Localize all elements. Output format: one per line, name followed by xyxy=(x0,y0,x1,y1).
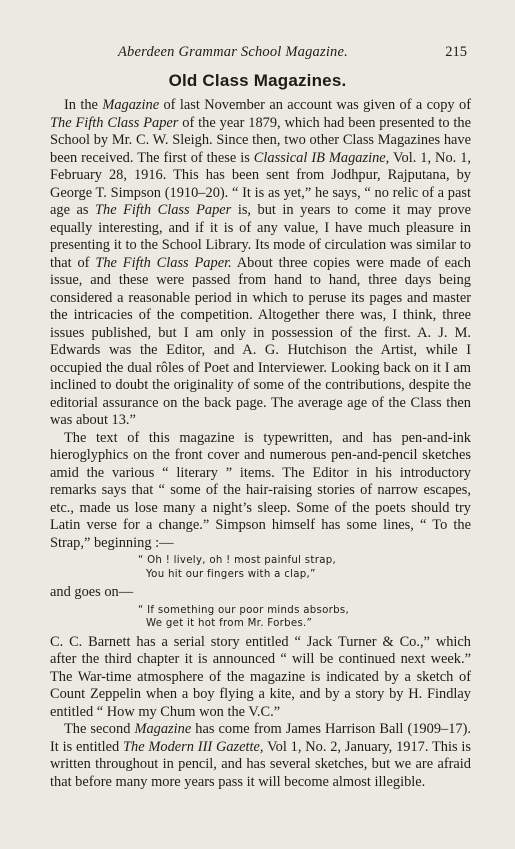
italic-title: The Fifth Class Paper xyxy=(50,114,179,131)
verse-line: We get it hot from Mr. Forbes.” xyxy=(146,618,313,629)
running-header xyxy=(50,44,471,62)
article-title: Old Class Magazines. xyxy=(168,71,347,90)
italic-title: Classical IB Magazine, xyxy=(253,149,390,166)
paragraph-2: The text of this magazine is typewritten, and has pen-and-ink hieroglyphics on the front cover and numerous pen-and-pencil sketches amid the various “ literary ” items. The Editor in his introductory remarks says that “ some of the hair-raising stories of narrow escapes, etc., made us lose many a night’s sleep. Some of the poets should try Latin verse for a change.” Simpson himself has some lines, “ To the Strap,” beginning :— xyxy=(50,429,471,551)
verse-quote-1 xyxy=(50,554,471,581)
paragraph-4: C. C. Barnett has a serial story entitled “ Jack Turner & Co.,” which after the third chapter it is announced “ will be continued next week.” The War-time atmosphere of the magazine is indicated by a sketch of Count Zeppelin when a boy flying a kite, and by a story by H. Findlay entitled “ How my Chum won the V.C.” xyxy=(50,633,471,720)
article-body xyxy=(50,97,471,791)
verse-line: “ If something our poor minds absorbs, xyxy=(138,604,350,616)
paragraph-1: In the Magazine of last November an account was given of a copy of The Fifth Class Paper of the year 1879, which had been presented to the School by Mr. C. W. Sleigh. Since then, two other Class Magazines have been received. The first of these is Classical IB Magazine, Vol. 1, No. 1, February 28, 1916. This has been sent from Jodhpur, Rajputana, by George T. Simpson (1910–20). “ It is as yet,” he says, “ no relic of a past age as The Fifth Class Paper is, but in years to come it may prove equally interesting, and if it is of any value, I have much pleasure in presenting it to the School Library. Its mode of circulation was similar to that of The Fifth Class Paper. About three copies were made of each issue, and these were passed from hand to hand, three days being considered a reasonable period in which to peruse its pages and master the intricacies of the competition. Altogether there was, I think, three issues published, but I am only in possession of the first. A. J. M. Edwards was the Editor, and A. G. Hutchison the Artist, while I occupied the dual rôles of Poet and Interviewer. Looking back on it I am inclined to doubt the originality of some of the contributions, despite the editorial assurance on the back page. The average age of the Class then was about 13.” xyxy=(50,97,472,428)
italic-title: The Fifth Class Paper. xyxy=(95,254,232,271)
verse-line: You hit our fingers with a clap,” xyxy=(146,568,316,580)
verse-quote-2 xyxy=(50,604,471,631)
italic-title: Magazine xyxy=(134,721,192,737)
italic-title: Magazine xyxy=(102,97,160,113)
running-title: Aberdeen Grammar School Magazine. xyxy=(118,44,348,60)
paragraph-5: The second Magazine has come from James Harrison Ball (1909–17). It is entitled The Modern III Gazette, Vol 1, No. 2, January, 1917. This is written throughout in pencil, and has several sketches, but we are afraid that before many more years pass it will become almost illegible. xyxy=(50,721,472,790)
italic-title: The Fifth Class Paper xyxy=(95,202,232,218)
italic-title: The Modern III Gazette, xyxy=(123,738,264,755)
paragraph-3: and goes on— xyxy=(50,584,134,600)
verse-line: “ Oh ! lively, oh ! most painful strap, xyxy=(138,555,337,566)
page-number: 215 xyxy=(445,44,467,60)
